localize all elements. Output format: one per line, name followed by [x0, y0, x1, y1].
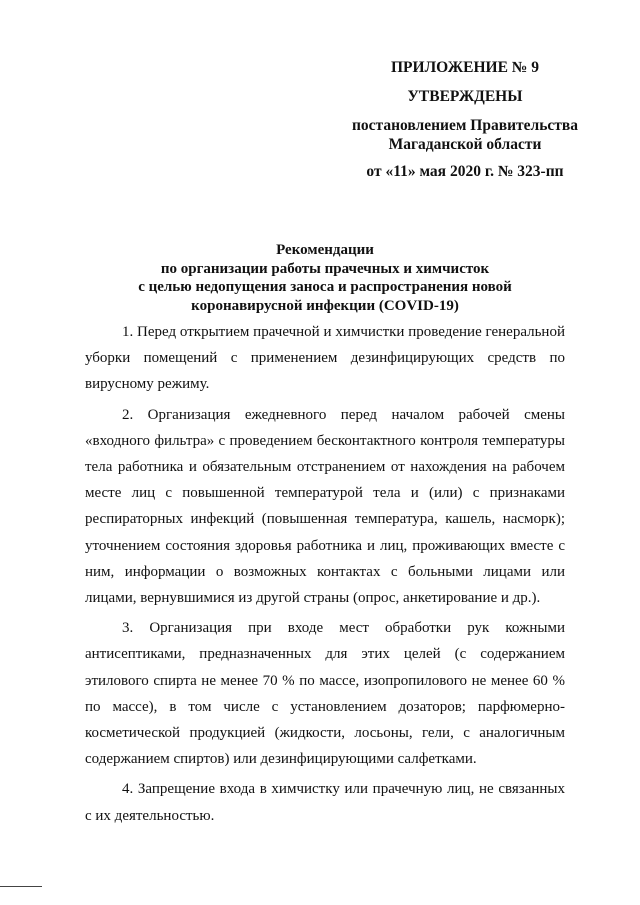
paragraph-2: 2. Организация ежедневного перед началом рабочей смены «входного фильтра» с проведением бесконтактного контроля температуры тела работника и обязательным отстранением от нахождения на рабочем месте лиц с повышенной температурой тела и (или) с признаками респираторных инфекций (повышенная температура, кашель, насморк); уточнением состояния здоровья работника и лиц, проживающих вместе с ним, информации о возможных контактах с больными лицами или лицами, вернувшимися из другой страны (опрос, анкетирование и др.).	[85, 406, 565, 607]
paragraph-1: 1. Перед открытием прачечной и химчистки проведение генеральной уборки помещений с применением дезинфицирующих средств по вирусному режиму.	[85, 324, 565, 393]
document-title	[70, 241, 580, 315]
paragraph-4: 4. Запрещение входа в химчистку или прачечную лиц, не связанных с их деятельностью.	[85, 781, 565, 824]
title-line-2: по организации работы прачечных и химчисток	[160, 260, 490, 277]
paragraph-3: 3. Организация при входе мест обработки рук кожными антисептиками, предназначенных для этих целей (с содержанием этилового спирта не менее 70 % по массе, изопропилового не менее 60 % по массе), в том числе с установлением дозаторов; парфюмерно-косметической продукцией (жидкости, лосьоны, гели, с аналогичным содержанием спиртов) или дезинфицирующими салфетками.	[85, 620, 565, 768]
decree-line-1: постановлением Правительства	[351, 117, 579, 134]
title-line-1: Рекомендации	[276, 242, 374, 258]
scan-edge-mark	[0, 886, 42, 887]
appendix-number: ПРИЛОЖЕНИЕ № 9	[391, 59, 539, 76]
decree-date: от «11» мая 2020 г. № 323-пп	[366, 163, 564, 180]
title-line-4: коронавирусной инфекции (COVID-19)	[191, 297, 459, 314]
approval-header	[330, 58, 600, 181]
document-body	[85, 319, 565, 829]
decree-line-2: Магаданской области	[388, 136, 542, 153]
title-line-3: с целью недопущения заноса и распространения новой	[138, 279, 512, 295]
approved-label: УТВЕРЖДЕНЫ	[407, 88, 523, 105]
